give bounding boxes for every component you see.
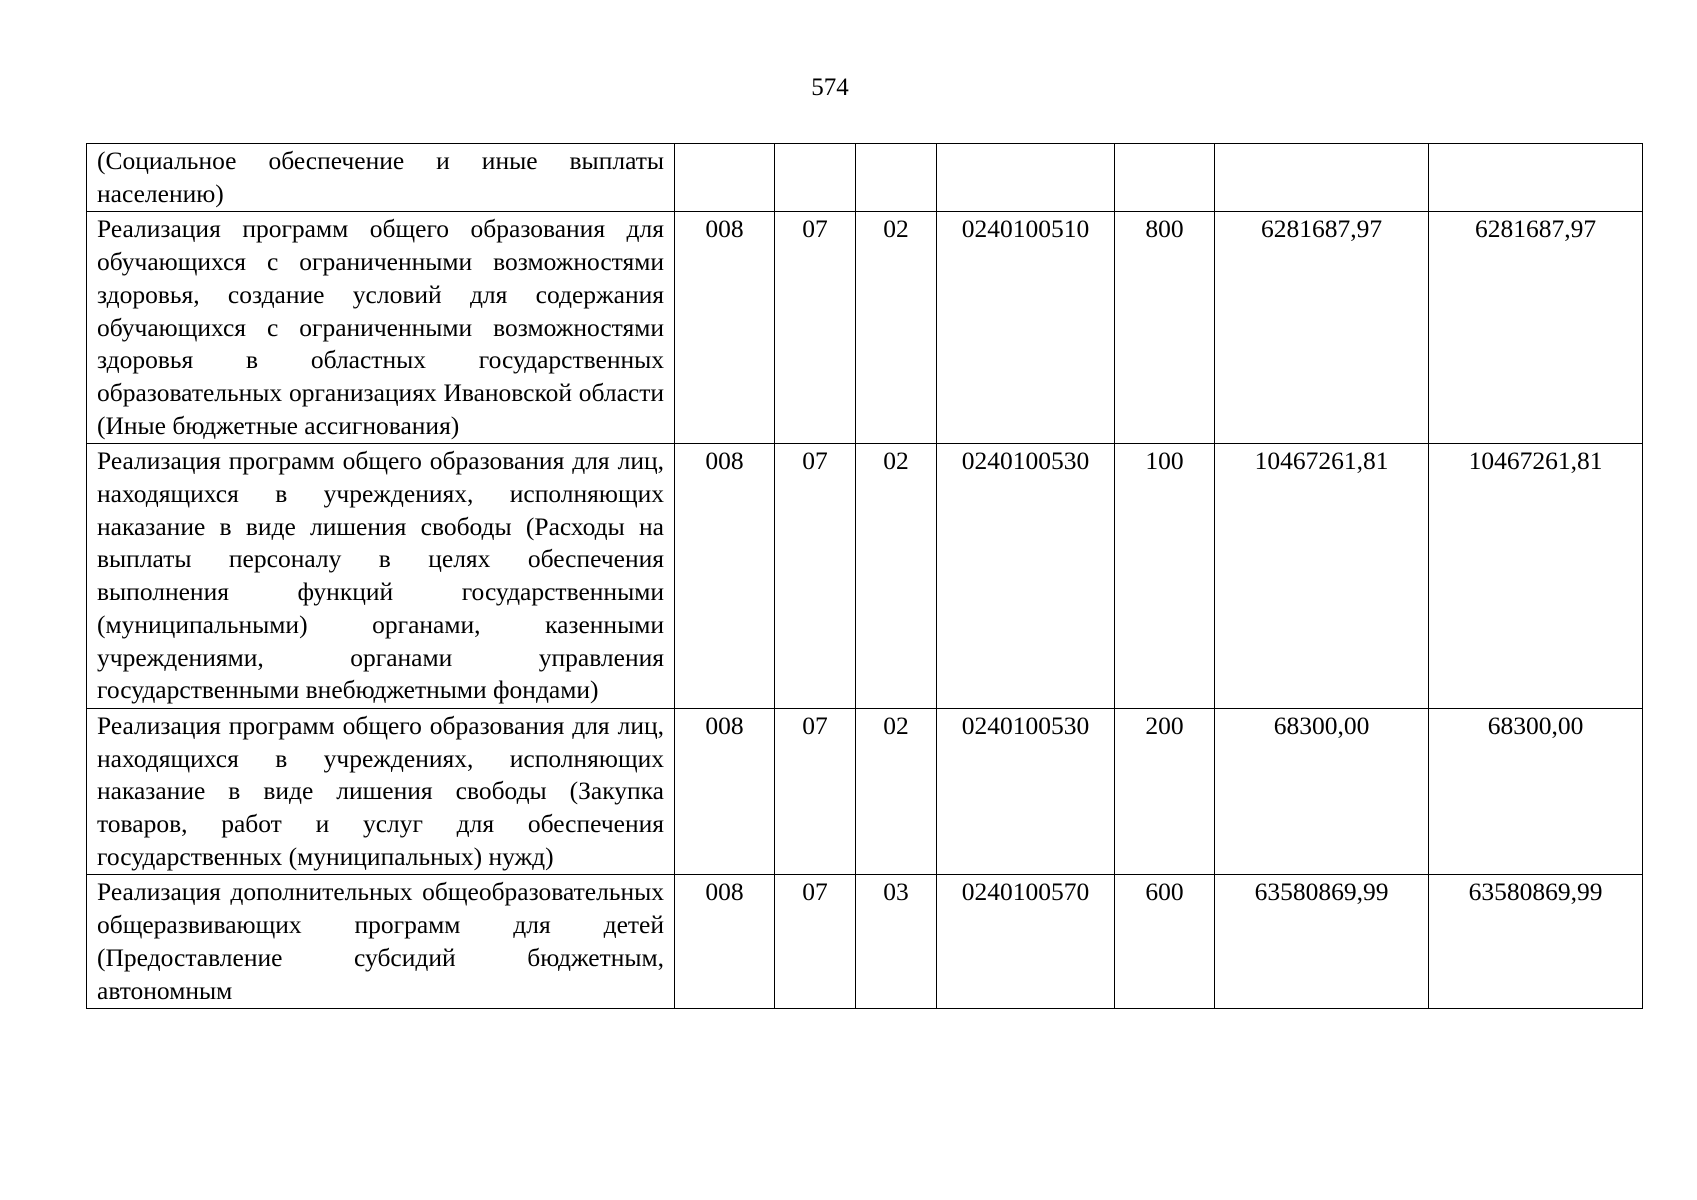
row-description: Реализация программ общего образования для лиц, находящихся в учреждениях, исполняющих наказание в виде лишения свободы (Расходы на выплаты персоналу в целях обеспечения выполнения функций государственными (муниципальными) органами, казенными учреждениями, органами управления государственными внебюджетными фондами) <box>87 444 675 709</box>
table-row <box>87 708 1643 875</box>
row-expense-type-code: 200 <box>1115 708 1215 875</box>
table-row <box>87 212 1643 444</box>
row-amount-2: 63580869,99 <box>1429 875 1643 1009</box>
row-section-code: 07 <box>775 708 856 875</box>
row-section-code: 07 <box>775 444 856 709</box>
table-row <box>87 144 1643 212</box>
row-target-article-code: 0240100530 <box>937 708 1115 875</box>
budget-table <box>86 143 1643 1009</box>
row-ved-code <box>675 144 775 212</box>
row-description: Реализация программ общего образования для лиц, находящихся в учреждениях, исполняющих наказание в виде лишения свободы (Закупка товаров, работ и услуг для обеспечения государственных (муниципальных) нужд) <box>87 708 675 875</box>
table-row <box>87 875 1643 1009</box>
row-amount-2: 68300,00 <box>1429 708 1643 875</box>
row-subsection-code: 02 <box>856 212 937 444</box>
row-subsection-code <box>856 144 937 212</box>
row-section-code: 07 <box>775 875 856 1009</box>
row-amount-1: 10467261,81 <box>1215 444 1429 709</box>
row-subsection-code: 02 <box>856 444 937 709</box>
row-target-article-code <box>937 144 1115 212</box>
row-section-code <box>775 144 856 212</box>
row-amount-2 <box>1429 144 1643 212</box>
row-expense-type-code <box>1115 144 1215 212</box>
row-expense-type-code: 600 <box>1115 875 1215 1009</box>
row-ved-code: 008 <box>675 212 775 444</box>
row-amount-1: 63580869,99 <box>1215 875 1429 1009</box>
row-target-article-code: 0240100530 <box>937 444 1115 709</box>
row-expense-type-code: 100 <box>1115 444 1215 709</box>
row-amount-1 <box>1215 144 1429 212</box>
row-target-article-code: 0240100570 <box>937 875 1115 1009</box>
row-ved-code: 008 <box>675 708 775 875</box>
row-subsection-code: 02 <box>856 708 937 875</box>
row-ved-code: 008 <box>675 444 775 709</box>
row-description: (Социальное обеспечение и иные выплаты населению) <box>87 144 675 212</box>
table-row <box>87 444 1643 709</box>
row-amount-2: 10467261,81 <box>1429 444 1643 709</box>
row-ved-code: 008 <box>675 875 775 1009</box>
row-description: Реализация дополнительных общеобразовательных общеразвивающих программ для детей (Предоставление субсидий бюджетным, автономным <box>87 875 675 1009</box>
row-expense-type-code: 800 <box>1115 212 1215 444</box>
row-amount-2: 6281687,97 <box>1429 212 1643 444</box>
row-amount-1: 68300,00 <box>1215 708 1429 875</box>
row-target-article-code: 0240100510 <box>937 212 1115 444</box>
page-number: 574 <box>811 74 849 101</box>
row-amount-1: 6281687,97 <box>1215 212 1429 444</box>
row-subsection-code: 03 <box>856 875 937 1009</box>
row-section-code: 07 <box>775 212 856 444</box>
row-description: Реализация программ общего образования для обучающихся с ограниченными возможностями здоровья, создание условий для содержания обучающихся с ограниченными возможностями здоровья в областных государственных образовательных организациях Ивановской области (Иные бюджетные ассигнования) <box>87 212 675 444</box>
